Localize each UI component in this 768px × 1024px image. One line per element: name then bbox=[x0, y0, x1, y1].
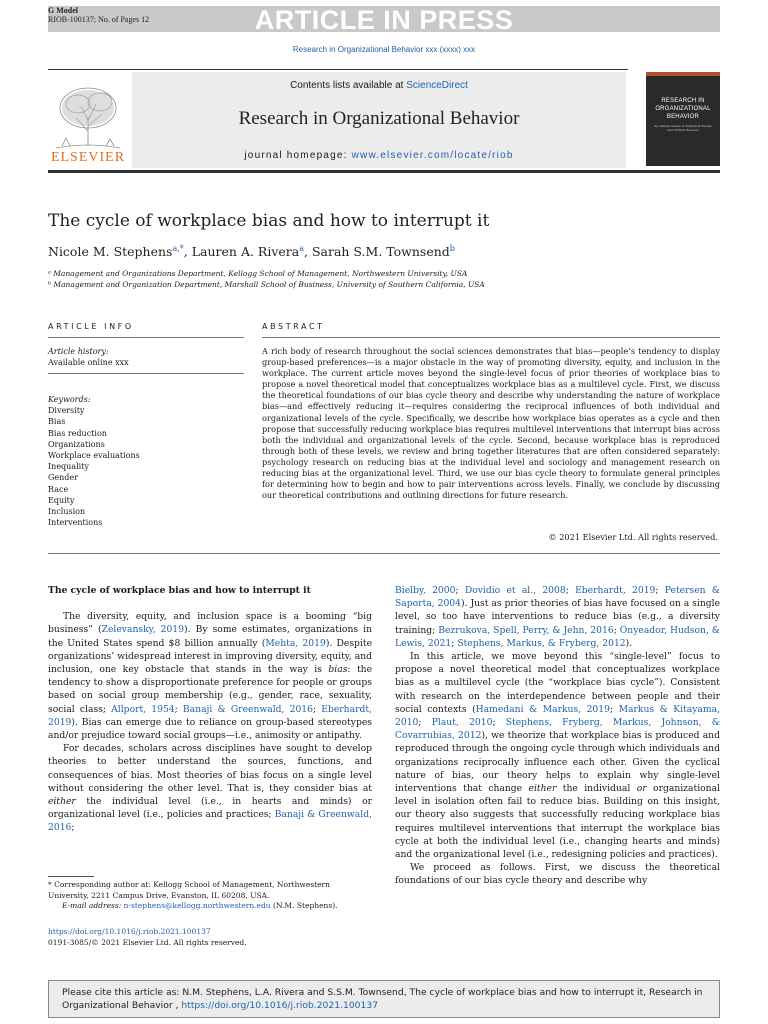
contents-line bbox=[132, 80, 626, 91]
emphasis: either bbox=[528, 783, 557, 795]
keyword: Inequality bbox=[48, 462, 89, 472]
text: ), we theorize that workplace bias is produced and reproduced through the ongoing cycle through which individuals and organizations reciprocally influence each other. Given the cyclical nature of bias, our theory helps to explain why single-level interventions that change bbox=[395, 730, 720, 795]
section-title: The cycle of workplace bias and how to interrupt it bbox=[48, 585, 311, 596]
text: ; bbox=[418, 717, 432, 729]
journal-reference[interactable] bbox=[0, 45, 768, 54]
citation-link[interactable]: Zelevansky, 2019 bbox=[101, 624, 184, 636]
journal-cover-thumbnail[interactable] bbox=[646, 72, 720, 166]
cover-subtitle: An Annual Series of Analytical Essays and Critical Reviews bbox=[654, 124, 712, 132]
keyword: Race bbox=[48, 484, 69, 494]
g-model-info bbox=[48, 6, 149, 24]
history-rule bbox=[48, 373, 244, 374]
abstract-rule bbox=[262, 337, 720, 338]
keyword: Inclusion bbox=[48, 507, 86, 517]
text: ). By some estimates, organizations in the United States spend $8 billion annually ( bbox=[48, 624, 372, 649]
keyword: Interventions bbox=[48, 518, 103, 528]
abstract-copyright: © 2021 Elsevier Ltd. All rights reserved. bbox=[548, 532, 718, 542]
citation-link[interactable]: Eberhardt, 2019 bbox=[48, 703, 372, 728]
keyword: Equity bbox=[48, 495, 75, 505]
text: ; bbox=[613, 624, 620, 636]
email-label: E-mail address: bbox=[62, 901, 124, 910]
text: ). Bias can emerge due to reliance on group-based stereotypes and/or prejudice toward social groups—i.e., animosity or antipathy. bbox=[48, 716, 372, 742]
text: The diversity, equity, and inclusion space is a booming “big business” ( bbox=[48, 611, 372, 636]
citation-link[interactable]: Markus & Kitayama, 2010 bbox=[395, 703, 721, 729]
text: organizational level in isolation often fail to reduce bias. Building on this insight, our theory also suggests that successfully reducing workplace bias requires multilevel interventions that interrupt the workplace bias cycle at both the individual level (i.e., changing hearts and minds) and the organizational level (i.e., redesigning policies and practices). bbox=[395, 783, 720, 861]
citation-link[interactable]: Dovidio et al., 2008 bbox=[464, 585, 566, 596]
text: ; bbox=[451, 637, 458, 649]
author-separator: , bbox=[183, 244, 192, 260]
footnote-rule bbox=[48, 876, 94, 877]
text: ; bbox=[492, 717, 506, 729]
paragraph bbox=[395, 584, 720, 650]
citation-link[interactable]: Stephens, Markus, & Fryberg, 2012 bbox=[457, 637, 626, 649]
doi-link[interactable]: https://doi.org/10.1016/j.riob.2021.100137 bbox=[48, 927, 211, 936]
homepage-prefix: journal homepage: bbox=[244, 150, 352, 161]
author-list bbox=[48, 244, 455, 259]
elsevier-wordmark: ELSEVIER bbox=[50, 150, 126, 165]
journal-title: Research in Organizational Behavior bbox=[238, 108, 520, 129]
text: ; bbox=[313, 703, 322, 715]
keyword: Bias bbox=[48, 417, 66, 427]
text: ). bbox=[625, 637, 633, 649]
text: ; bbox=[71, 822, 75, 834]
corresponding-author: * Corresponding author at: Kellogg School of Management, Northwestern University, 2211 Campus Drive, Evanston, IL 60208, USA. bbox=[48, 880, 330, 900]
citation-link[interactable]: Mehta, 2019 bbox=[265, 637, 326, 649]
text: ). Despite organizations’ widespread interest in improving diversity, equity, and inclusion, one key obstacle that stands in the way is bbox=[48, 637, 373, 676]
emphasis: or bbox=[636, 783, 647, 795]
affiliation-a: ᵃ Management and Organizations Department, Kellogg School of Management, Northwestern University, USA bbox=[48, 269, 468, 278]
author-affiliation-marker[interactable]: a bbox=[299, 244, 305, 253]
footnote bbox=[48, 880, 372, 912]
contents-prefix: Contents lists available at bbox=[290, 80, 407, 91]
doi-block bbox=[48, 927, 247, 948]
cite-label: Please cite this article as: N.M. Stephens, L.A. Rivera and S.S.M. Townsend, The cycle of workplace bias and how to interrupt it, Research in Organizational Behavior , bbox=[62, 987, 703, 1011]
citation-link[interactable]: Hamedani & Markus, 2019 bbox=[475, 703, 610, 715]
article-title: The cycle of workplace bias and how to interrupt it bbox=[48, 211, 490, 231]
cite-doi-link[interactable]: https://doi.org/10.1016/j.riob.2021.100137 bbox=[181, 999, 379, 1011]
email-suffix: (N.M. Stephens). bbox=[270, 901, 338, 910]
body-left-column bbox=[48, 584, 372, 835]
paragraph: We proceed as follows. First, we discuss the theoretical foundations of our bias cycle theory and describe why bbox=[395, 862, 720, 887]
header-top-rule bbox=[48, 69, 628, 70]
keyword: Diversity bbox=[48, 406, 85, 416]
abstract-heading: ABSTRACT bbox=[262, 322, 325, 331]
history-label: Article history: bbox=[48, 347, 109, 356]
affiliation-b: ᵇ Management and Organization Department, Marshall School of Business, University of Southern California, USA bbox=[48, 280, 485, 289]
emphasis: bias bbox=[328, 664, 348, 676]
g-model-label: G Model bbox=[48, 6, 78, 15]
homepage-link[interactable]: www.elsevier.com/locate/riob bbox=[351, 150, 514, 161]
keyword: Organizations bbox=[48, 439, 105, 449]
text: ; bbox=[565, 585, 576, 596]
text: ; bbox=[455, 585, 465, 596]
citation-link[interactable]: Plaut, 2010 bbox=[431, 717, 493, 729]
text: the individual bbox=[556, 783, 637, 795]
citation-link[interactable]: Banaji & Greenwald, 2016 bbox=[182, 703, 313, 715]
text: ). Just as prior theories of bias have focused on a single level, so too have interventions to reduce bias (e.g., a diversity training; bbox=[395, 598, 720, 636]
header-bottom-rule bbox=[48, 170, 720, 173]
keywords-block bbox=[48, 394, 140, 528]
author-name[interactable]: Lauren A. Rivera bbox=[191, 244, 300, 260]
keyword: Bias reduction bbox=[48, 428, 107, 438]
citation-link[interactable]: Eberhardt, 2019 bbox=[575, 585, 656, 596]
journal-reference-link[interactable]: Research in Organizational Behavior xxx (xxxx) xxx bbox=[292, 45, 476, 54]
text: For decades, scholars across disciplines have sought to develop theories to better understand the sources, functions, and consequences of bias. Most theories of bias focus on a single level without considering the other level. That is, they consider bias at bbox=[48, 743, 372, 794]
article-info-heading: ARTICLE INFO bbox=[48, 322, 134, 331]
text: In this article, we move beyond this “single-level” focus to propose a novel theoretical model that conceptualizes workplace bias as a multilevel cycle (the “workplace bias cycle”). Consistent with research on the interdependence between people and their social contexts ( bbox=[395, 651, 720, 715]
paragraph bbox=[48, 610, 372, 742]
text: ; bbox=[655, 585, 665, 596]
text: the individual level (i.e., in hearts and minds) or organizational level (i.e., policies and practices; bbox=[48, 796, 372, 821]
paragraph bbox=[395, 650, 720, 861]
author-name[interactable]: Nicole M. Stephens bbox=[48, 244, 173, 260]
text: ; bbox=[174, 703, 183, 715]
cite-text bbox=[62, 987, 707, 1012]
issn-line: 0191-3085/© 2021 Elsevier Ltd. All rights reserved. bbox=[48, 937, 247, 947]
page-count: RIOB-100137; No. of Pages 12 bbox=[48, 15, 150, 24]
email-line bbox=[48, 901, 372, 912]
citation-link[interactable]: Banaji & Greenwald, 2016 bbox=[48, 809, 372, 834]
citation-link[interactable]: Onyeador, Hudson, & Lewis, 2021 bbox=[395, 624, 720, 649]
citation-link[interactable]: Stephens, Fryberg, Markus, Johnson, & Covarrubias, 2012 bbox=[395, 717, 720, 742]
citation-link[interactable]: Allport, 1954 bbox=[111, 703, 175, 715]
cover-title: RESEARCH IN ORGANIZATIONAL BEHAVIOR bbox=[655, 98, 711, 120]
body-right-column bbox=[395, 584, 720, 888]
journal-homepage bbox=[132, 150, 626, 161]
citation-link[interactable]: Bezrukova, Spell, Perry, & Jehn, 2016 bbox=[438, 624, 614, 636]
article-in-press-label: ARTICLE IN PRESS bbox=[254, 5, 514, 35]
text: : the tendency to show a disproportionate preference for people or groups based on social group membership (e.g., gender, race, sexuality, social class; bbox=[48, 664, 372, 715]
author-affiliation-marker[interactable]: a,* bbox=[172, 244, 184, 253]
author-affiliation-marker[interactable]: b bbox=[449, 244, 455, 253]
cover-strip bbox=[646, 72, 720, 76]
article-info-rule bbox=[48, 337, 244, 338]
emphasis: either bbox=[48, 796, 76, 808]
citation-link[interactable]: Bielby, 2000 bbox=[395, 585, 456, 596]
abstract-text: A rich body of research throughout the social sciences demonstrates that bias—people’s tendency to display group-based preferences—is a major obstacle in the way of promoting diversity, equity, and inclusion in the workplace. The current article moves beyond the single-level focus of prior theories of workplace bias to propose a novel theoretical model that conceptualizes workplace bias as a multilevel cycle. First, we discuss the theoretical foundations of our bias cycle theory and describe why understanding the nature of workplace bias—and effectively reducing it—requires considering the reciprocal influences of both individual and organizational levels of the cycle. Specifically, we describe how workplace bias operates as a cycle and then propose that successfully reducing workplace bias requires multilevel interventions that interrupt bias across both the individual and organizational levels of the cycle. Second, because workplace bias is reproduced through both of these levels, we review and bring together literatures that are often considered separately: psychology research on reducing bias at the individual level and sociology and management research on reducing bias at the organizational level. Third, we use our bias cycle theory to formulate general principles for determining how to begin and how to pair interventions across levels. Finally, we conclude by discussing our theoretical contributions and outlining directions for future research. bbox=[262, 346, 720, 501]
history-value: Available online xxx bbox=[48, 358, 129, 368]
author-name[interactable]: Sarah S.M. Townsend bbox=[311, 244, 450, 260]
keyword: Workplace evaluations bbox=[48, 451, 140, 461]
keyword: Gender bbox=[48, 473, 78, 483]
sciencedirect-link[interactable]: ScienceDirect bbox=[406, 80, 468, 91]
keywords-label: Keywords: bbox=[48, 395, 91, 404]
author-separator: , bbox=[304, 244, 312, 260]
article-history bbox=[48, 346, 129, 368]
abstract-bottom-rule bbox=[48, 553, 720, 554]
text: ; bbox=[609, 703, 619, 715]
cite-this-article-box bbox=[48, 980, 720, 1018]
email-link[interactable]: n-stephens@kellogg.northwestern.edu bbox=[123, 901, 271, 910]
citation-link[interactable]: Petersen & Saporta, 2004 bbox=[395, 585, 720, 610]
paragraph bbox=[48, 742, 372, 834]
